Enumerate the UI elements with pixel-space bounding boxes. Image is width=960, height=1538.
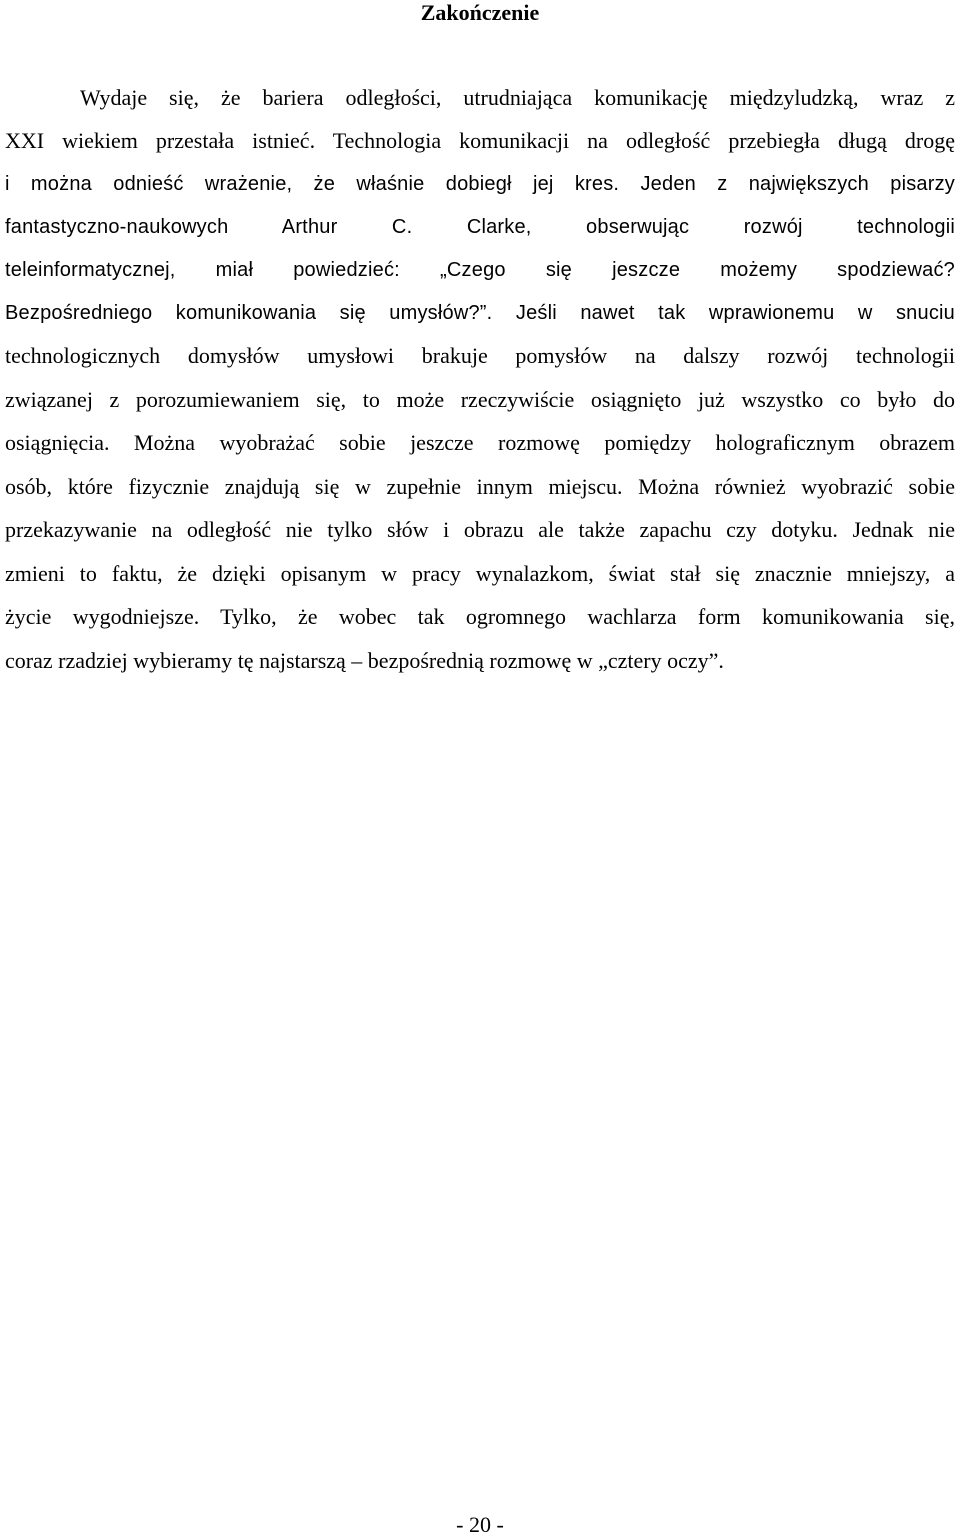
paragraph-line: Bezpośredniego komunikowania się umysłów?”. Jeśli nawet tak wprawionemu w snuciu: [5, 302, 955, 324]
paragraph-line: i można odnieść wrażenie, że właśnie dobiegł jej kres. Jeden z największych pisarzy: [5, 173, 955, 195]
paragraph-line: XXI wiekiem przestała istnieć. Technologia komunikacji na odległość przebiegła długą drogę: [5, 128, 955, 153]
page-title: Zakończenie: [420, 0, 540, 25]
paragraph-line: zmieni to faktu, że dzięki opisanym w pracy wynalazkom, świat stał się znacznie mniejszy, a: [5, 561, 955, 586]
paragraph-line: życie wygodniejsze. Tylko, że wobec tak ogromnego wachlarza form komunikowania się,: [5, 604, 955, 629]
paragraph-line: coraz rzadziej wybieramy tę najstarszą – bezpośrednią rozmowę w „cztery oczy”.: [5, 648, 724, 673]
paragraph-line: technologicznych domysłów umysłowi brakuje pomysłów na dalszy rozwój technologii: [5, 343, 955, 368]
paragraph-line: przekazywanie na odległość nie tylko słów i obrazu ale także zapachu czy dotyku. Jednak nie: [5, 517, 955, 542]
paragraph-line: osób, które fizycznie znajdują się w zupełnie innym miejscu. Można również wyobrazić sobie: [5, 474, 955, 499]
paragraph-line: teleinformatycznej, miał powiedzieć: „Czego się jeszcze możemy spodziewać?: [5, 259, 955, 281]
paragraph-line: związanej z porozumiewaniem się, to może rzeczywiście osiągnięto już wszystko co było do: [5, 387, 955, 412]
paragraph-line: fantastyczno-naukowych Arthur C. Clarke, obserwując rozwój technologii: [5, 216, 955, 238]
paragraph-line: Wydaje się, że bariera odległości, utrudniająca komunikację międzyludzką, wraz z: [80, 85, 955, 110]
page-number: - 20 -: [456, 1512, 504, 1537]
paragraph-line: osiągnięcia. Można wyobrażać sobie jeszcze rozmowę pomiędzy holograficznym obrazem: [5, 430, 955, 455]
